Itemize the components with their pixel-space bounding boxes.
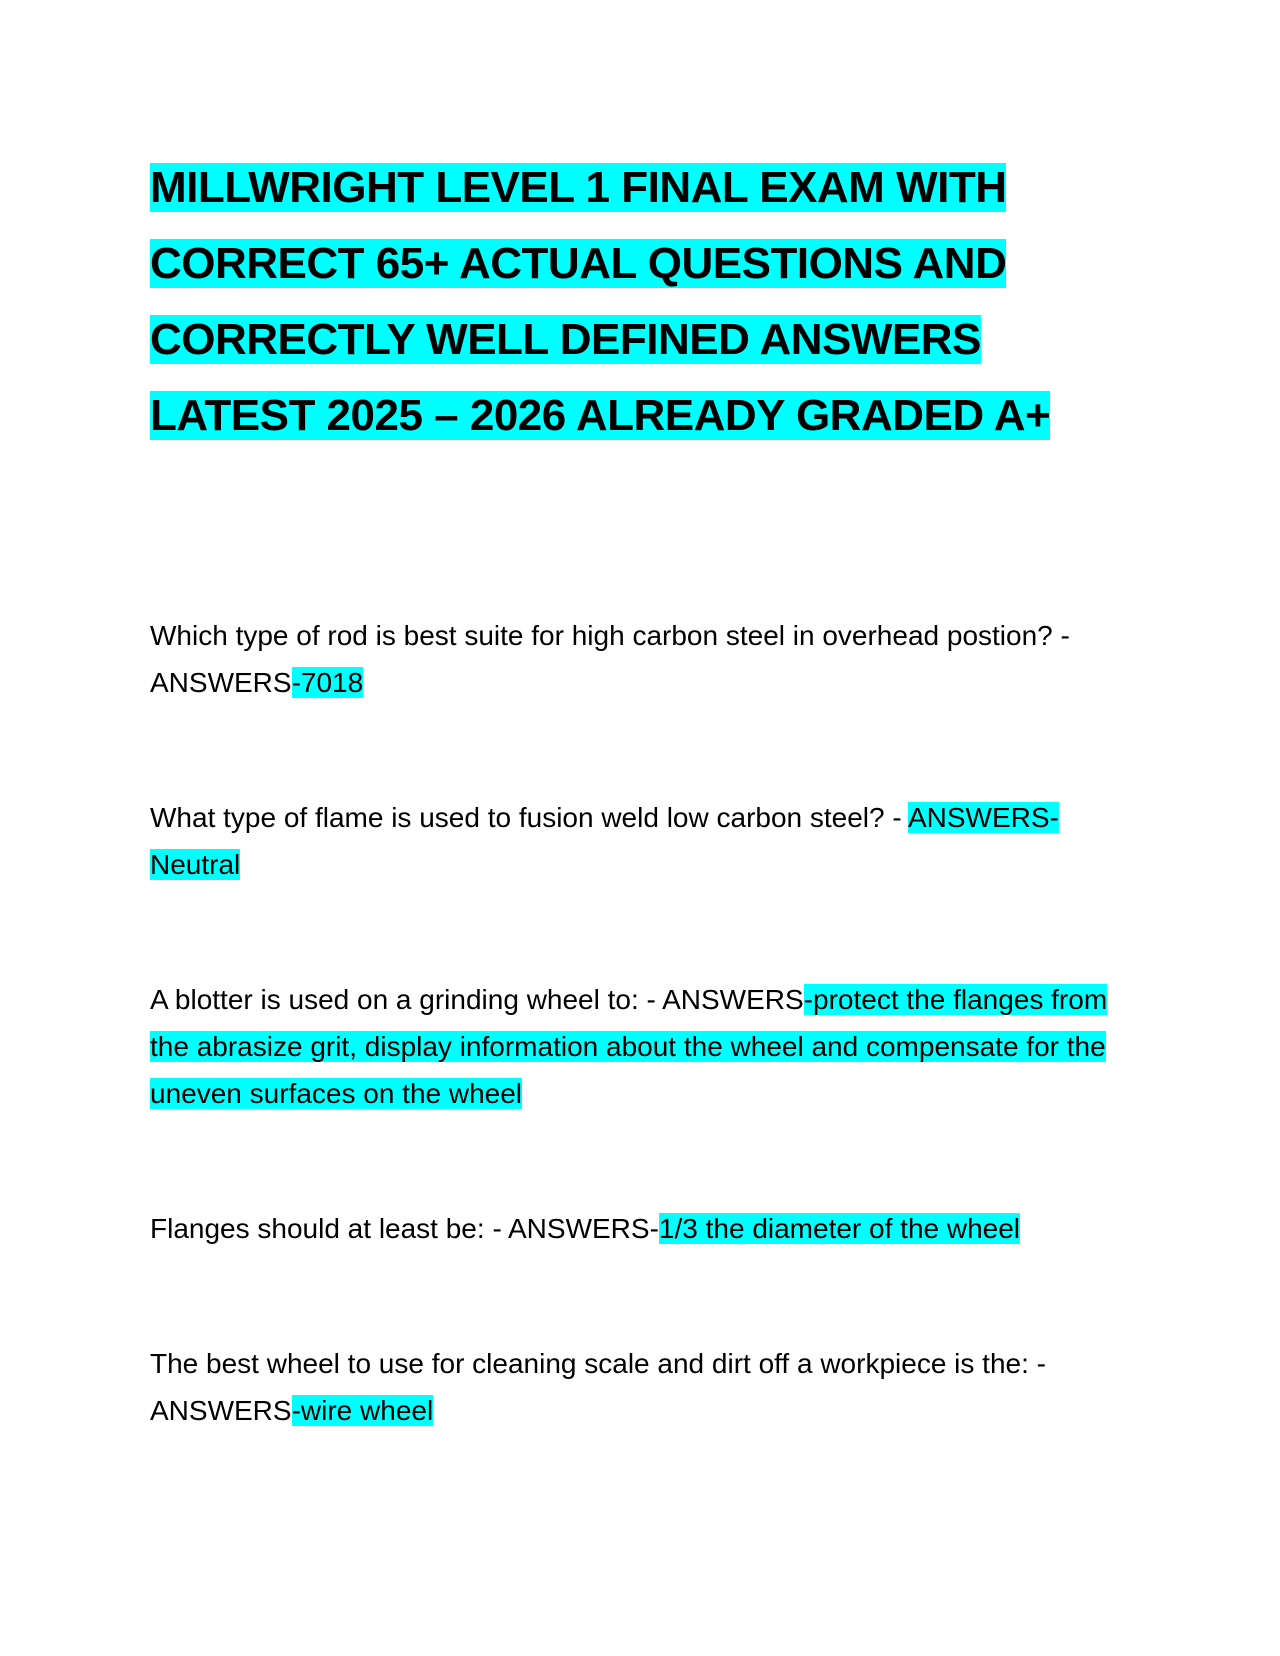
title-line-3: CORRECTLY WELL DEFINED ANSWERS bbox=[150, 315, 981, 364]
qa-item-5 bbox=[150, 1340, 1140, 1434]
answer-highlight: -wire wheel bbox=[291, 1395, 434, 1426]
qa-list bbox=[150, 612, 1140, 1522]
answer-highlight: -protect the flanges from the abrasize grit, display information about the wheel and compensate for the uneven surfaces on the wheel bbox=[150, 984, 1108, 1109]
answer-highlight: 1/3 the diameter of the wheel bbox=[658, 1213, 1021, 1244]
qa-item-4 bbox=[150, 1205, 1140, 1252]
qa-item-1 bbox=[150, 612, 1140, 706]
question-text: What type of flame is used to fusion weld low carbon steel? - bbox=[150, 802, 908, 833]
qa-item-3 bbox=[150, 976, 1140, 1117]
question-text: Flanges should at least be: - ANSWERS- bbox=[150, 1213, 659, 1244]
document-page bbox=[150, 150, 1140, 454]
answer-highlight: ANSWERS-Neutral bbox=[150, 802, 1059, 880]
document-title bbox=[150, 150, 1140, 454]
title-line-2: CORRECT 65+ ACTUAL QUESTIONS AND bbox=[150, 239, 1007, 288]
question-text: A blotter is used on a grinding wheel to: - ANSWERS bbox=[150, 984, 804, 1015]
question-text: The best wheel to use for cleaning scale and dirt off a workpiece is the: - ANSWERS bbox=[150, 1348, 1046, 1426]
question-text: Which type of rod is best suite for high carbon steel in overhead postion? - ANSWERS bbox=[150, 620, 1070, 698]
qa-item-2 bbox=[150, 794, 1140, 888]
title-line-4: LATEST 2025 – 2026 ALREADY GRADED A+ bbox=[150, 391, 1051, 440]
answer-highlight: -7018 bbox=[291, 667, 364, 698]
title-line-1: MILLWRIGHT LEVEL 1 FINAL EXAM WITH bbox=[150, 163, 1007, 212]
